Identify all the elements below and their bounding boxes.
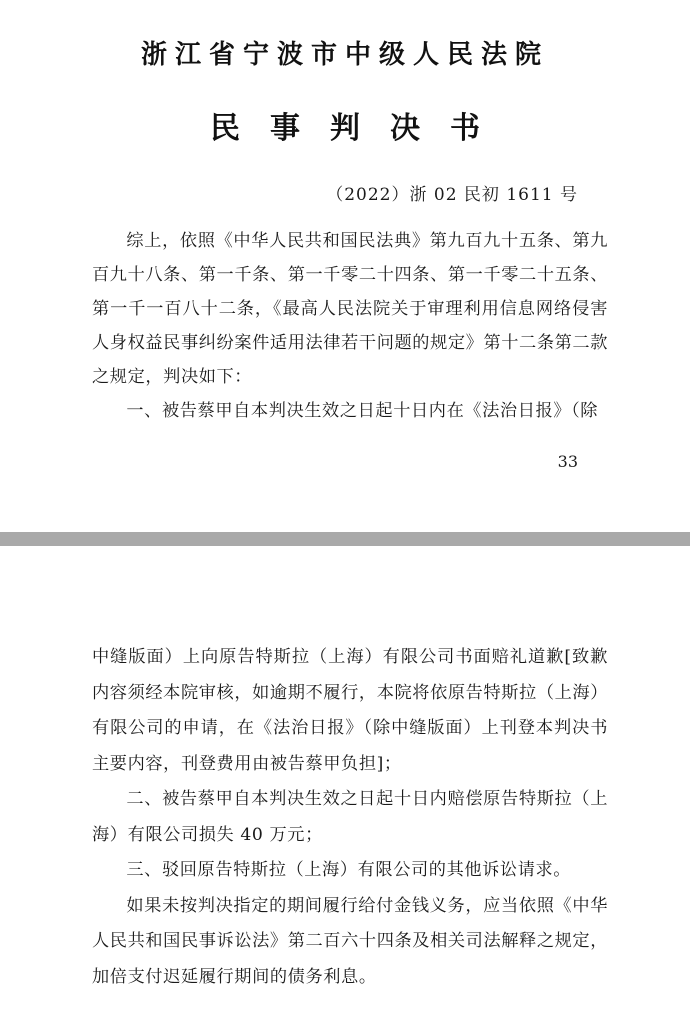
court-name-heading: 浙江省宁波市中级人民法院 — [140, 40, 549, 70]
document-type-heading: 民事判决书 — [210, 111, 510, 146]
page-2-body — [92, 640, 608, 995]
page-separator — [0, 532, 690, 546]
paragraph-judgment-item-1-continued: 中缝版面）上向原告特斯拉（上海）有限公司书面赔礼道歉[致歉内容须经本院审核，如逾期不履行，本院将依原告特斯拉（上海）有限公司的申请，在《法治日报》（除中缝版面）上刊登本判决书主要内容，刊登费用由被告蔡甲负担]； — [92, 647, 608, 774]
paragraph-judgment-item-1-start: 一、被告蔡甲自本判决生效之日起十日内在《法治日报》（除 — [126, 401, 599, 421]
page-1-body — [92, 224, 608, 428]
paragraph-judgment-item-3: 三、驳回原告特斯拉（上海）有限公司的其他诉讼请求。 — [126, 860, 572, 880]
case-number: （2022）浙 02 民初 1611 号 — [326, 185, 578, 205]
paragraph-legal-basis: 综上，依照《中华人民共和国民法典》第九百九十五条、第九百九十八条、第一千条、第一千零二十四条、第一千零二十五条、第一千一百八十二条，《最高人民法院关于审理利用信息网络侵害人身权益民事纠纷案件适用法律若干问题的规定》第十二条第二款之规定，判决如下： — [92, 231, 608, 387]
document-page-2 — [0, 546, 690, 1011]
page-number: 33 — [557, 452, 578, 471]
paragraph-judgment-item-2: 二、被告蔡甲自本判决生效之日起十日内赔偿原告特斯拉（上海）有限公司损失 40 万元； — [92, 789, 608, 845]
paragraph-late-payment-notice: 如果未按判决指定的期间履行给付金钱义务，应当依照《中华人民共和国民事诉讼法》第二百六十四条及相关司法解释之规定，加倍支付迟延履行期间的债务利息。 — [92, 895, 608, 987]
